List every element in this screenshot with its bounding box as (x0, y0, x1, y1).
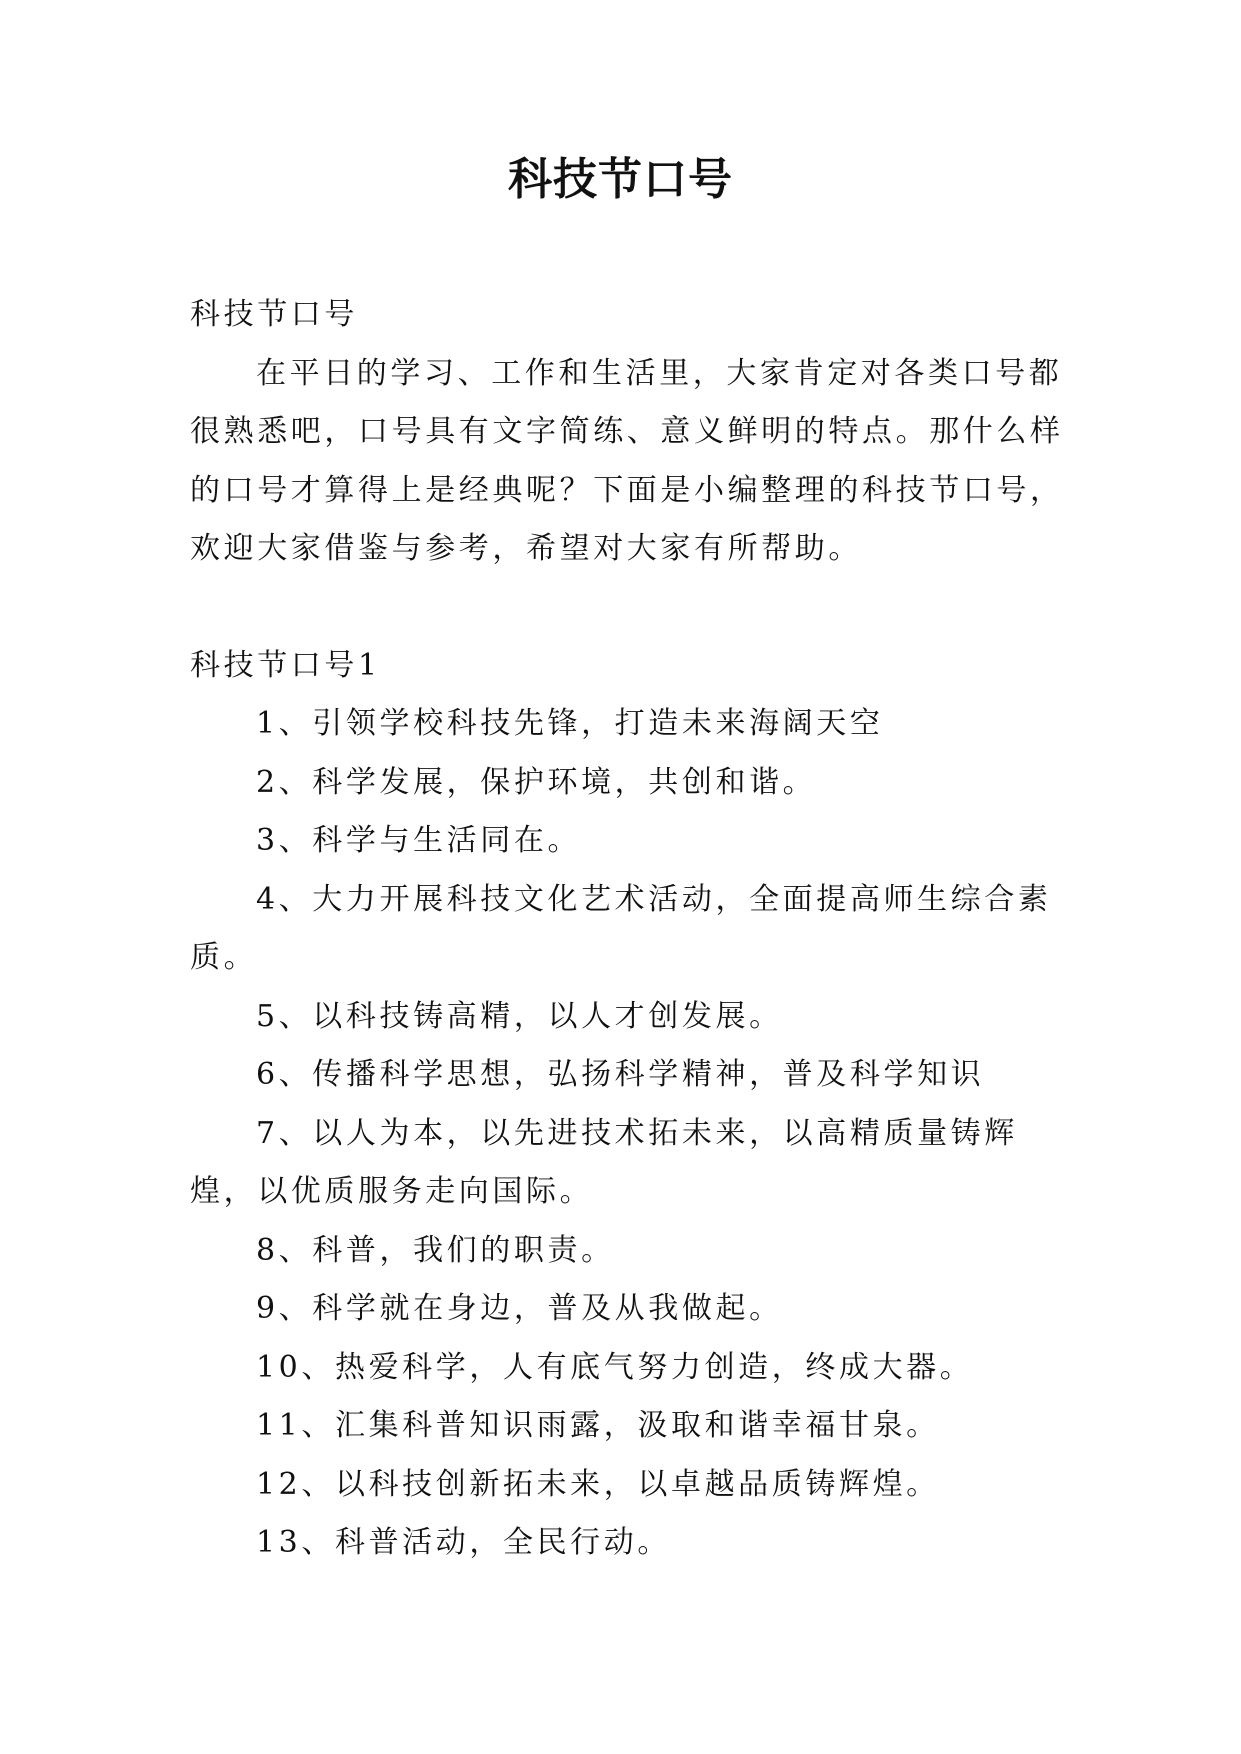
document-body (190, 286, 1070, 1573)
list-item: 6、传播科学思想，弘扬科学精神，普及科学知识 (256, 1057, 985, 1092)
list-item: 2、科学发展，保护环境，共创和谐。 (256, 764, 817, 800)
list-item: 8、科普，我们的职责。 (256, 1232, 615, 1268)
list-item: 7、以人为本，以先进技术拓未来，以高精质量铸辉煌，以优质服务走向国际。 (190, 1115, 1018, 1209)
document-title: 科技节口号 (508, 154, 733, 205)
list-item: 3、科学与生活同在。 (256, 823, 582, 858)
section-heading: 科技节口号1 (190, 647, 381, 683)
list-item: 4、大力开展科技文化艺术活动，全面提高师生综合素质。 (190, 881, 1052, 975)
list-item: 10、热爱科学，人有底气努力创造，终成大器。 (256, 1349, 974, 1385)
list-item: 5、以科技铸高精，以人才创发展。 (256, 998, 783, 1034)
intro-paragraph: 在平日的学习、工作和生活里，大家肯定对各类口号都很熟悉吧，口号具有文字简练、意义鲜明的特点。那什么样的口号才算得上是经典呢？下面是小编整理的科技节口号，欢迎大家借鉴与参考，希望对大家有所帮助。 (190, 355, 1064, 566)
list-item: 1、引领学校科技先锋，打造未来海阔天空 (256, 706, 884, 741)
list-item: 13、科普活动，全民行动。 (256, 1525, 671, 1560)
document-heading: 科技节口号 (190, 297, 358, 332)
paragraph-gap (190, 579, 1070, 637)
list-item: 9、科学就在身边，普及从我做起。 (256, 1291, 783, 1326)
list-item: 11、汇集科普知识雨露，汲取和谐幸福甘泉。 (256, 1408, 940, 1443)
list-item: 12、以科技创新拓未来，以卓越品质铸辉煌。 (256, 1466, 940, 1502)
